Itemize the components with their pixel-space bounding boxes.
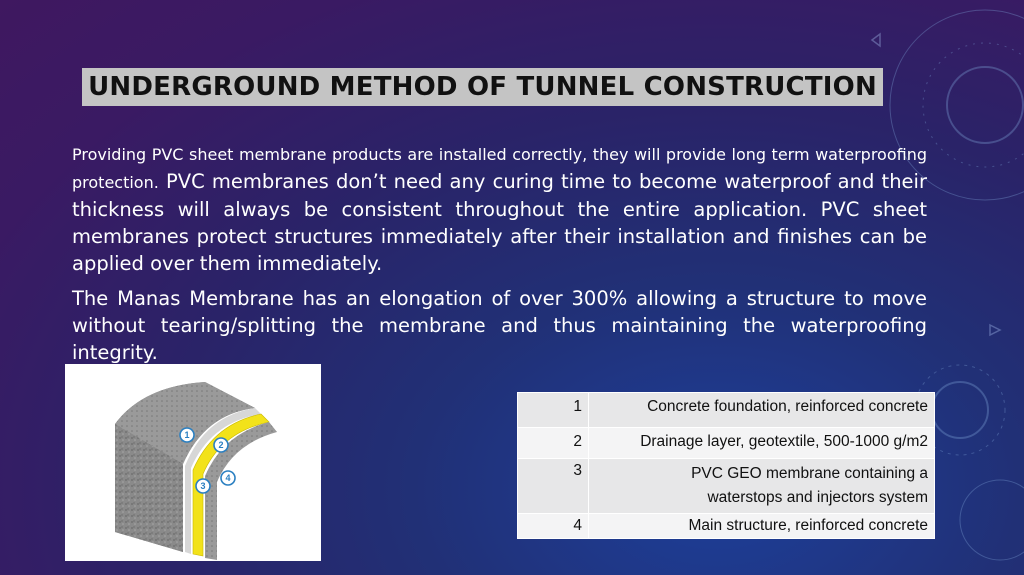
paragraph-manas-membrane: The Manas Membrane has an elongation of over 300% allowing a structure to move without tearing/splitting the membrane and thus maintaining the waterproofing integrity. [72,287,927,364]
layer-description: Drainage layer, geotextile, 500-1000 g/m2 [589,428,935,459]
table-row [518,514,935,539]
paragraph1-detail: PVC membranes don’t need any curing time to become waterproof and their thickness will always be consistent throughout the entire application. PVC sheet membranes protect structures immediately after their installation and finishes can be applied over them immediately. [72,170,927,275]
marker-3-label: 3 [200,481,206,491]
slide-title: UNDERGROUND METHOD OF TUNNEL CONSTRUCTION [82,68,883,106]
table-row [518,428,935,459]
layers-table [517,392,935,539]
layer-description: Main structure, reinforced concrete [589,514,935,539]
layer-description-line1: PVC GEO membrane containing a [691,465,928,482]
layer-number: 2 [518,428,589,459]
layer-number: 3 [518,459,589,514]
marker-2-label: 2 [218,440,224,450]
marker-1-label: 1 [184,430,190,440]
tunnel-layers-diagram [65,364,321,561]
body-text [72,140,927,366]
layer-description: Concrete foundation, reinforced concrete [589,393,935,428]
layer-description [589,459,935,514]
marker-4-label: 4 [225,473,231,483]
layer-number: 1 [518,393,589,428]
tunnel-layers-illustration [65,364,321,561]
table-row [518,393,935,428]
paragraph1-intro: Providing PVC sheet membrane products are installed correctly, they will provide long term waterproofing protection. [72,145,927,192]
paragraph-pvc-membranes [72,140,927,277]
layer-description-line2: waterstops and injectors system [707,489,928,506]
layer-number: 4 [518,514,589,539]
table-row [518,459,935,514]
